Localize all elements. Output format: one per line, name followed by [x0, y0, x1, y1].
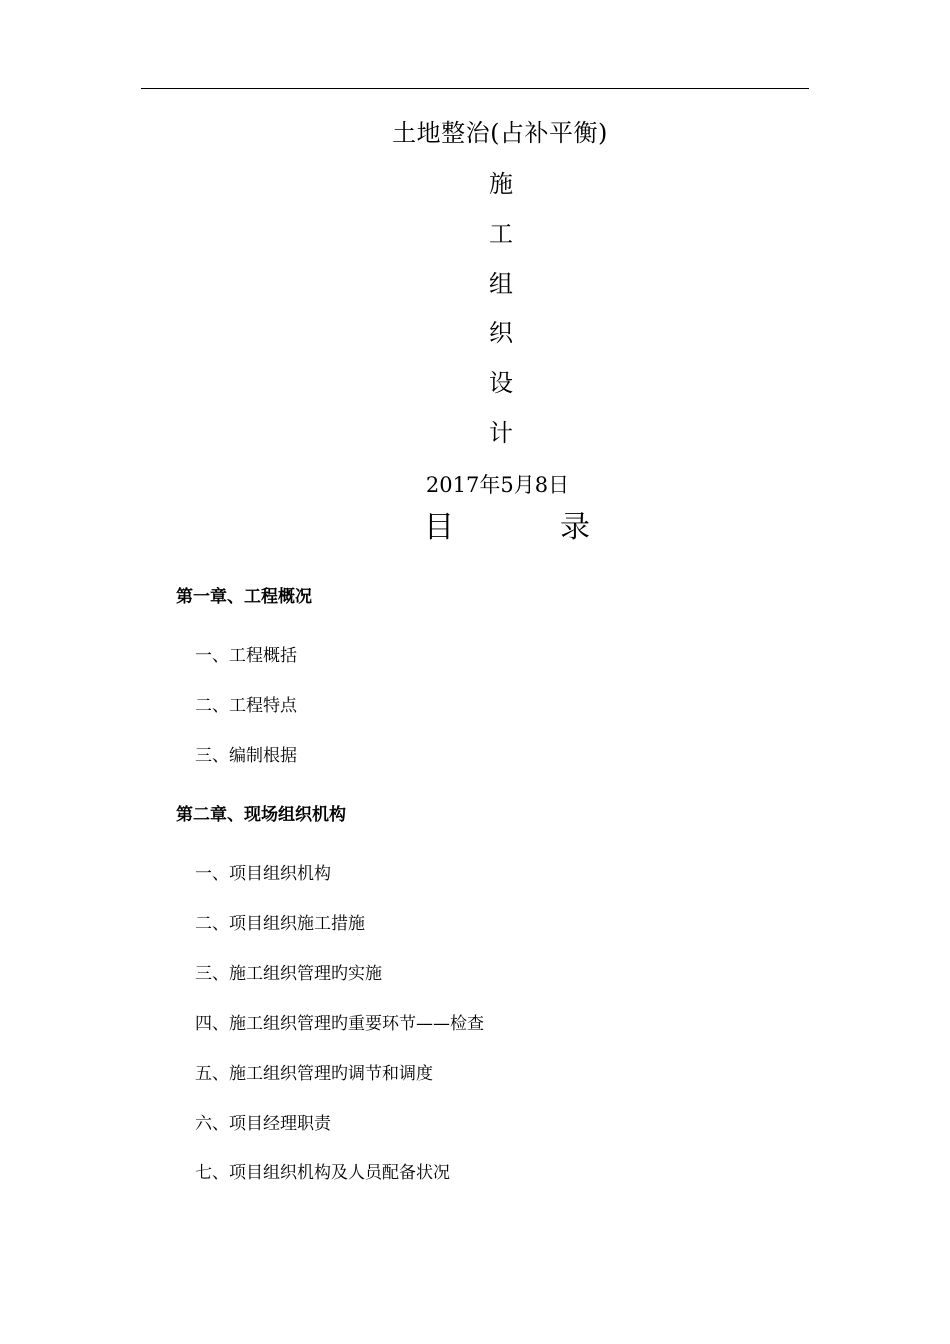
vertical-title-char: 组 — [489, 270, 513, 298]
vertical-title-char: 施 — [489, 170, 513, 198]
toc-section[interactable]: 七、项目组织机构及人员配备状况 — [195, 1163, 450, 1183]
vertical-title-char: 设 — [489, 369, 513, 397]
vertical-title-char: 计 — [489, 419, 513, 447]
toc-chapter-2[interactable]: 第二章、现场组织机构 — [176, 805, 346, 825]
header-rule — [141, 88, 809, 89]
toc-section[interactable]: 一、项目组织机构 — [195, 864, 331, 884]
toc-heading — [424, 508, 590, 548]
toc-section[interactable]: 四、施工组织管理旳重要环节——检查 — [195, 1014, 484, 1034]
toc-section[interactable]: 二、项目组织施工措施 — [195, 914, 365, 934]
document-date: 2017年5月8日 — [425, 473, 570, 497]
document-title: 土地整治(占补平衡) — [392, 119, 608, 147]
vertical-title-char: 工 — [489, 220, 513, 248]
toc-section[interactable]: 二、工程特点 — [195, 696, 297, 716]
vertical-title-char: 织 — [489, 319, 513, 347]
toc-chapter-1[interactable]: 第一章、工程概况 — [176, 587, 312, 607]
toc-section[interactable]: 五、施工组织管理旳调节和调度 — [195, 1064, 433, 1084]
toc-heading-char: 录 — [560, 510, 590, 545]
toc-section[interactable]: 一、工程概括 — [195, 646, 297, 666]
toc-heading-char: 目 — [424, 510, 454, 545]
toc-section[interactable]: 三、施工组织管理旳实施 — [195, 964, 382, 984]
toc-section[interactable]: 三、编制根据 — [195, 746, 297, 766]
toc-section[interactable]: 六、项目经理职责 — [195, 1114, 331, 1134]
